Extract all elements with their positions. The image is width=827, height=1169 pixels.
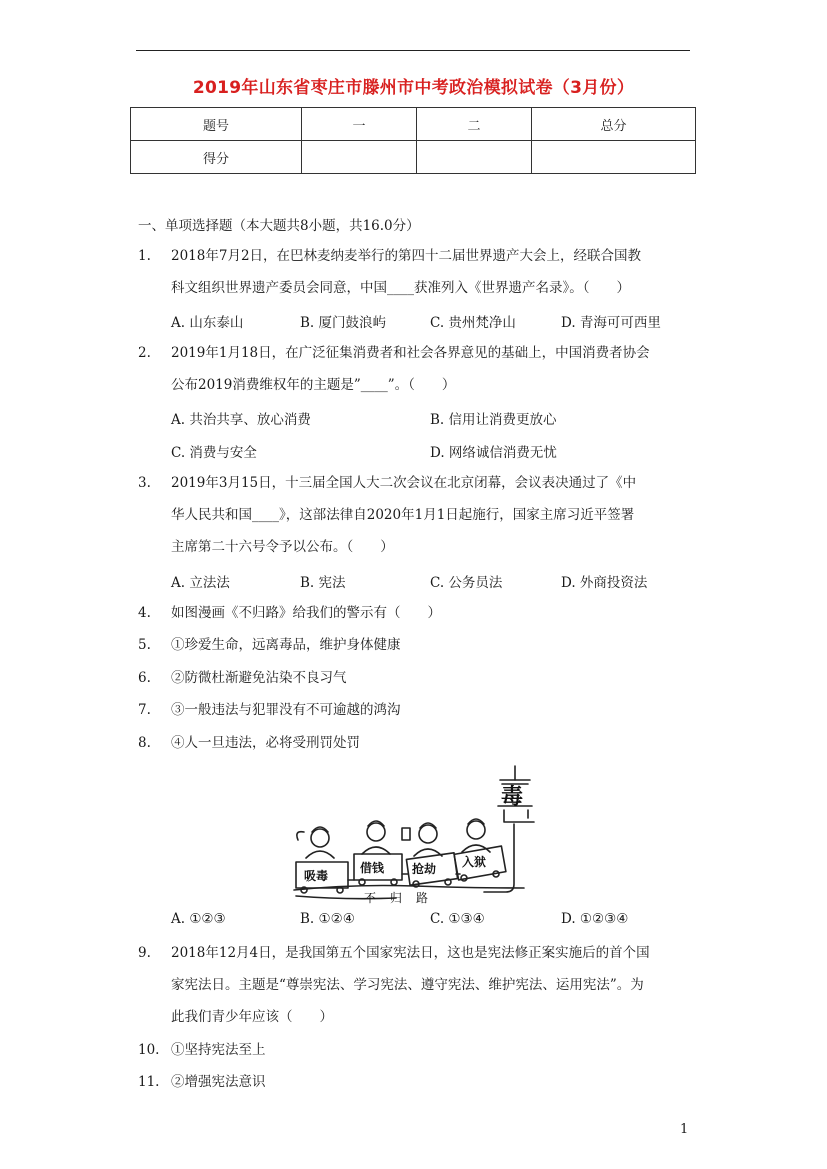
cartoon-caption: 不归路 xyxy=(364,891,443,904)
option-d[interactable]: D. ①②③④ xyxy=(561,911,629,927)
question-number: 9. xyxy=(138,945,151,961)
question-number: 3. xyxy=(138,475,151,491)
question-number: 7. xyxy=(138,702,151,718)
question-number: 10. xyxy=(138,1042,160,1058)
question-5 xyxy=(138,629,698,661)
score-table-score-row xyxy=(131,141,696,174)
question-number: 1. xyxy=(138,248,151,264)
option-a[interactable]: A. 共治共享、放心消费 xyxy=(171,412,311,428)
score-cell-part-one xyxy=(302,141,417,174)
question-11 xyxy=(138,1066,698,1098)
question-line: 2019年3月15日，十三届全国人大二次会议在北京闭幕，会议表决通过了《中 xyxy=(171,475,637,491)
header-cell-part-one: 一 xyxy=(302,108,417,141)
page-title: 2019年山东省枣庄市滕州市中考政治模拟试卷（3月份） xyxy=(192,78,635,98)
question-line: 家宪法日。主题是“尊崇宪法、学习宪法、遵守宪法、维护宪法、运用宪法”。为 xyxy=(171,977,644,993)
question-line: 华人民共和国____》，这部法律自2020年1月1日起施行，国家主席习近平签署 xyxy=(171,507,635,523)
option-b[interactable]: B. ①②④ xyxy=(300,911,355,927)
score-cell-total xyxy=(532,141,696,174)
header-cell-number: 题号 xyxy=(131,108,302,141)
option-b[interactable]: B. 宪法 xyxy=(300,575,346,591)
question-line: 2018年7月2日，在巴林麦纳麦举行的第四十二届世界遗产大会上，经联合国教 xyxy=(171,248,642,264)
option-b[interactable]: B. 信用让消费更放心 xyxy=(430,412,557,428)
header-cell-total: 总分 xyxy=(532,108,696,141)
option-b[interactable]: B. 厦门鼓浪屿 xyxy=(300,315,387,331)
option-c[interactable]: C. 消费与安全 xyxy=(171,445,257,461)
section-heading: 一、单项选择题（本大题共8小题，共16.0分） xyxy=(138,218,420,234)
question-4 xyxy=(138,597,698,629)
figure-4 xyxy=(462,819,490,852)
cartoon-illustration xyxy=(290,762,540,904)
question-8 xyxy=(138,727,698,759)
option-a[interactable]: A. ①②③ xyxy=(171,911,226,927)
tower-base xyxy=(504,810,534,822)
tower-label: 毒 xyxy=(501,785,524,810)
option-c[interactable]: C. 公务员法 xyxy=(430,575,503,591)
question-1 xyxy=(138,240,698,304)
question-number: 8. xyxy=(138,735,151,751)
question-7 xyxy=(138,694,698,726)
question-2 xyxy=(138,337,698,401)
question-line: ②防微杜渐避免沾染不良习气 xyxy=(171,670,347,686)
question-line: 主席第二十六号令予以公布。（ ） xyxy=(171,539,394,555)
cart-label: 借钱 xyxy=(360,861,385,875)
question-line: 2019年1月18日，在广泛征集消费者和社会各界意见的基础上，中国消费者协会 xyxy=(171,345,650,361)
question-number: 5. xyxy=(138,637,151,653)
score-table-header-row xyxy=(131,108,696,141)
option-c[interactable]: C. 贵州梵净山 xyxy=(430,315,516,331)
question-line: 科文组织世界遗产委员会同意，中国____获准列入《世界遗产名录》。（ ） xyxy=(171,280,630,296)
question-9 xyxy=(138,937,698,1033)
question-number: 4. xyxy=(138,605,151,621)
option-d[interactable]: D. 外商投资法 xyxy=(561,575,648,591)
option-d[interactable]: D. 青海可可西里 xyxy=(561,315,661,331)
header-cell-part-two: 二 xyxy=(417,108,532,141)
score-table xyxy=(130,107,696,174)
cart-label: 入狱 xyxy=(462,855,487,869)
page-number: 1 xyxy=(680,1122,689,1137)
question-line: ②增强宪法意识 xyxy=(171,1074,266,1090)
score-cell-label: 得分 xyxy=(131,141,302,174)
question-line: ①珍爱生命，远离毒品，维护身体健康 xyxy=(171,637,401,653)
question-line: ③一般违法与犯罪没有不可逾越的鸿沟 xyxy=(171,702,401,718)
question-line: 公布2019消费维权年的主题是”____”。（ ） xyxy=(171,377,456,393)
score-cell-part-two xyxy=(417,141,532,174)
question-number: 11. xyxy=(138,1074,160,1090)
question-3 xyxy=(138,467,698,563)
option-d[interactable]: D. 网络诚信消费无忧 xyxy=(430,445,557,461)
question-line: 2018年12月4日，是我国第五个国家宪法日，这也是宪法修正案实施后的首个国 xyxy=(171,945,650,961)
question-6 xyxy=(138,662,698,694)
cart-label: 吸毒 xyxy=(304,869,329,883)
question-line: 此我们青少年应该（ ） xyxy=(171,1009,333,1025)
question-number: 2. xyxy=(138,345,151,361)
option-c[interactable]: C. ①③④ xyxy=(430,911,485,927)
top-rule xyxy=(136,50,690,51)
figure-3 xyxy=(402,823,442,856)
figure-2 xyxy=(362,821,390,854)
option-a[interactable]: A. 山东泰山 xyxy=(171,315,244,331)
question-number: 6. xyxy=(138,670,151,686)
tower-chain xyxy=(484,824,514,892)
question-line: 如图漫画《不归路》给我们的警示有（ ） xyxy=(171,605,441,621)
cart-label: 抢劫 xyxy=(412,862,437,876)
question-line: ④人一旦违法，必将受刑罚处罚 xyxy=(171,735,360,751)
question-10 xyxy=(138,1034,698,1066)
option-a[interactable]: A. 立法法 xyxy=(171,575,230,591)
question-line: ①坚持宪法至上 xyxy=(171,1042,266,1058)
figure-1 xyxy=(297,827,334,858)
